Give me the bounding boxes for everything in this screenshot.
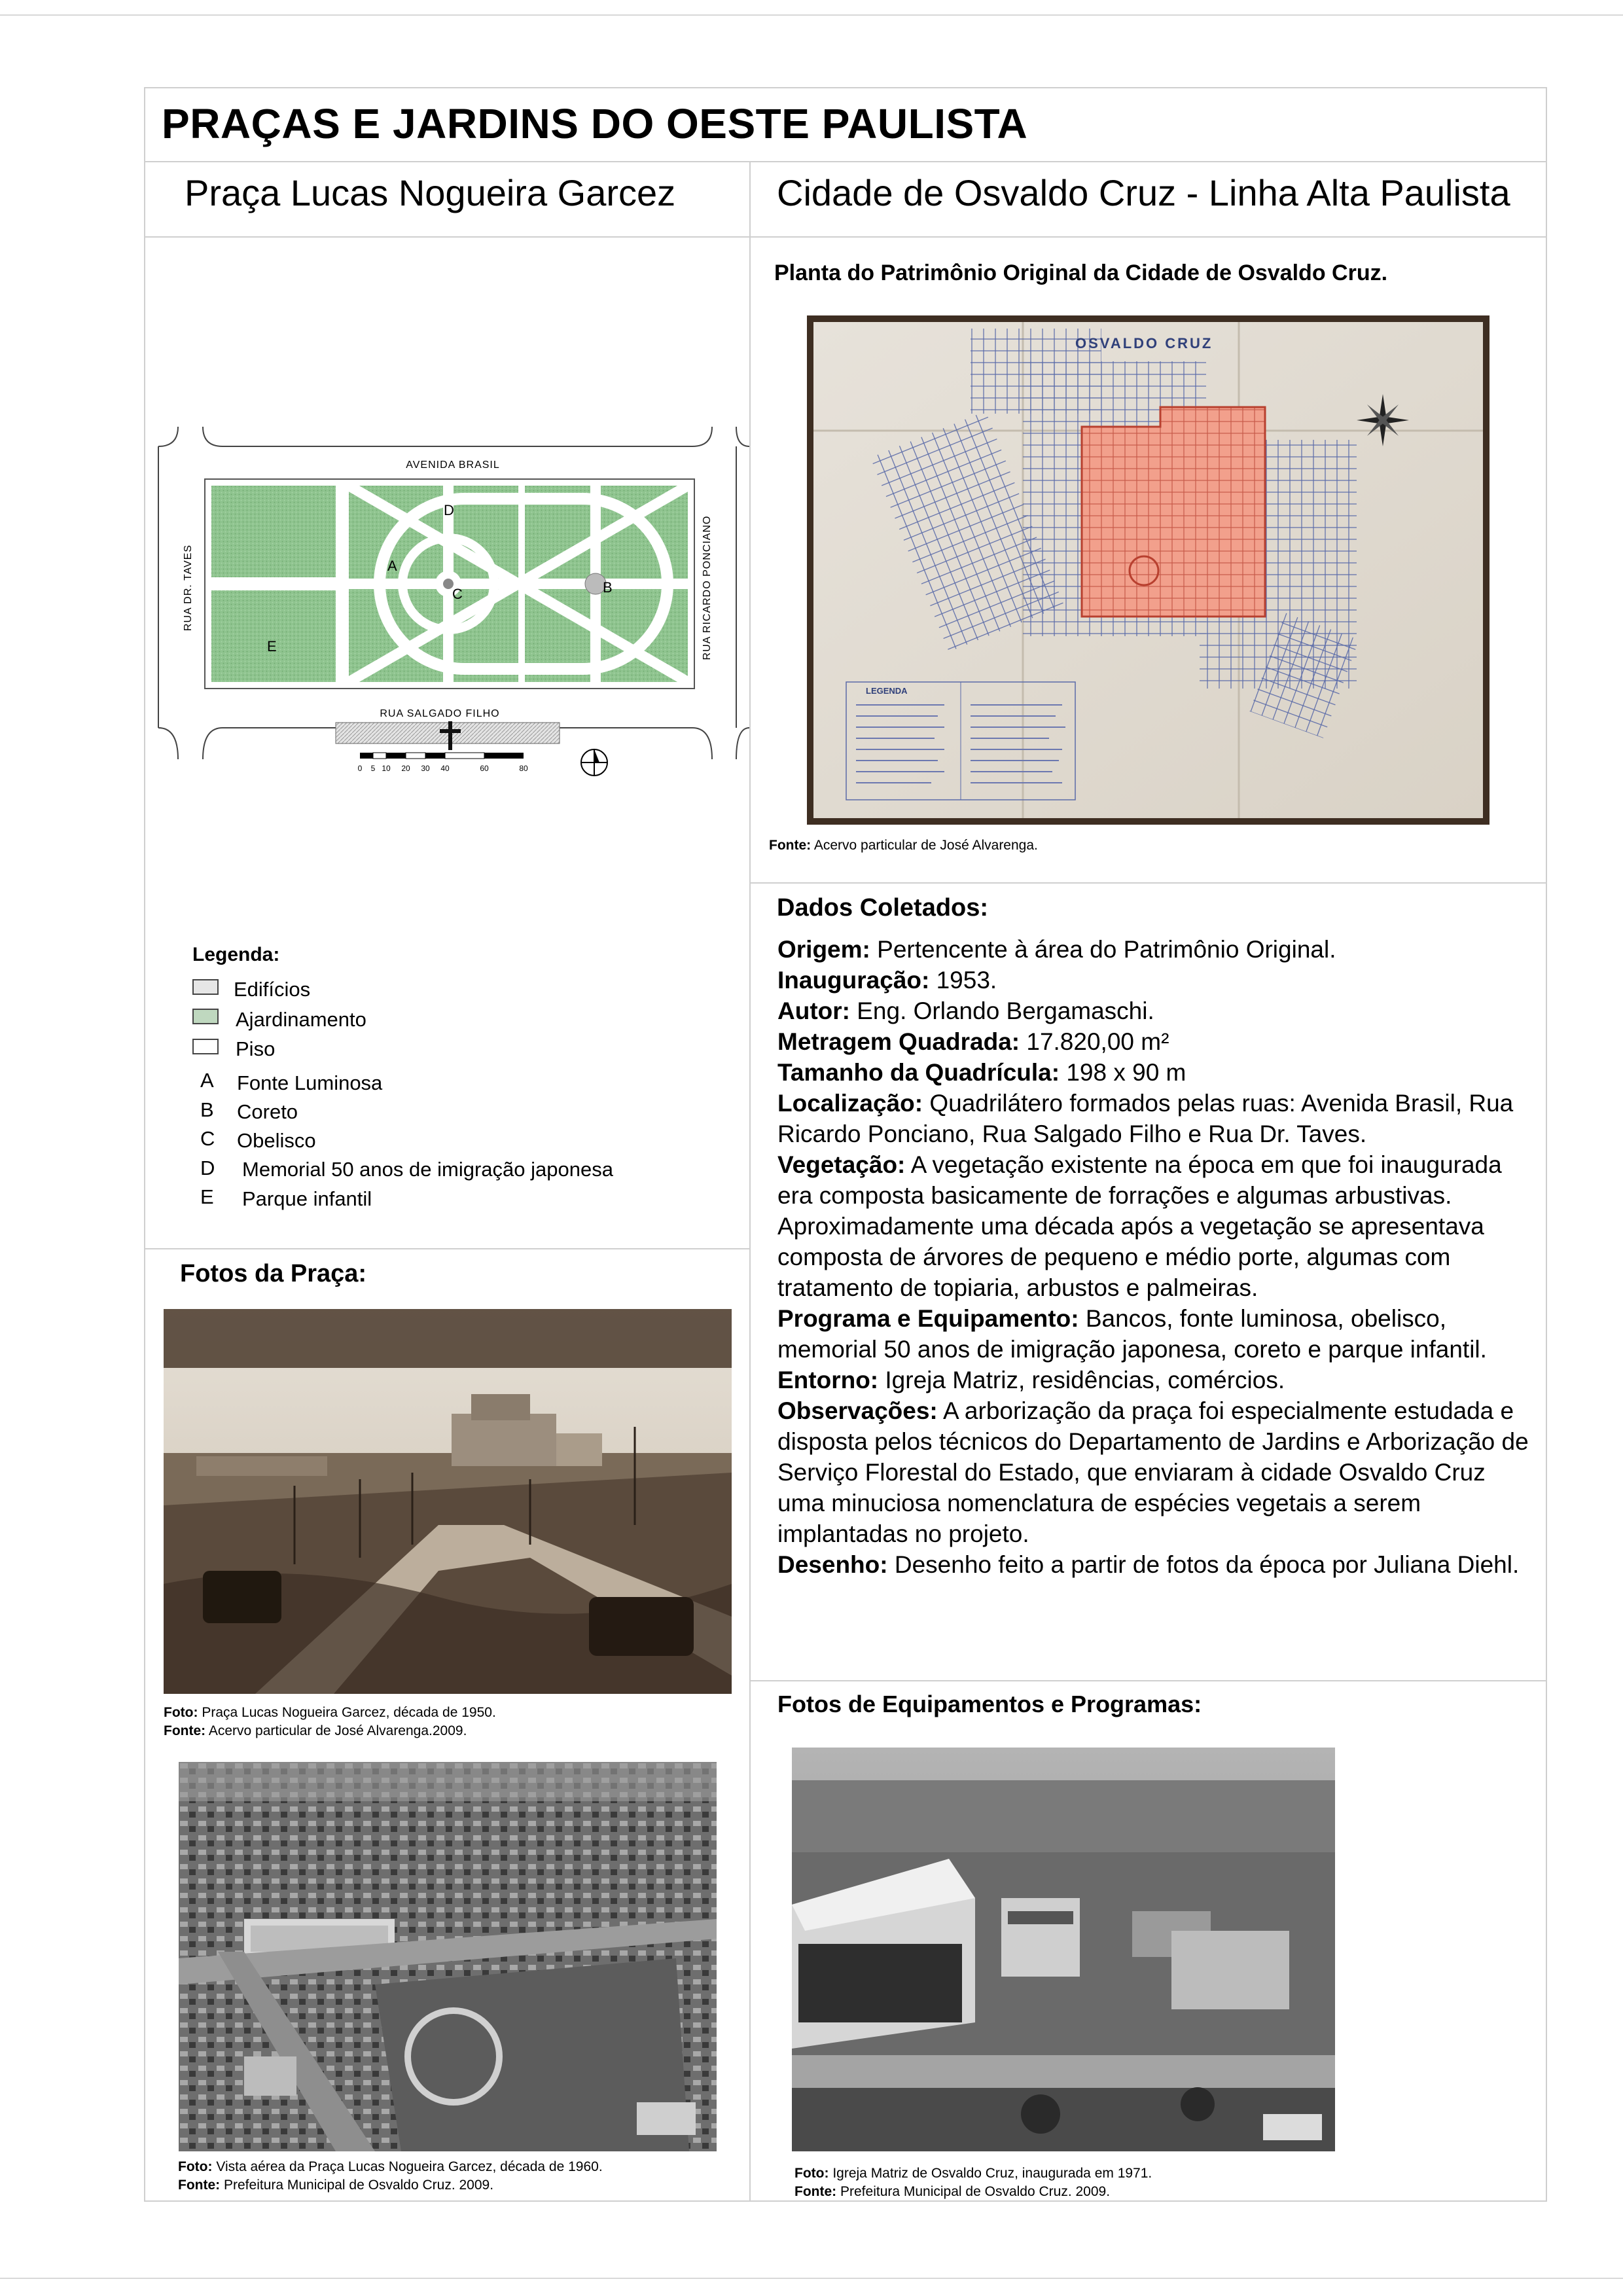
legend-title: Legenda: [192,944,280,965]
scale-label: 80 [519,764,528,773]
photo-2-caption: Foto: Vista aérea da Praça Lucas Nogueira Garcez, década de 1960. Fonte: Prefeitura Municipal de Osvaldo Cruz. 2009. [178,2159,603,2193]
data-drawing: Desenho: Desenho feito a partir de fotos da época por Juliana Diehl. [777,1551,1520,1578]
legend-key: A [200,1069,214,1092]
data-block-size: Tamanho da Quadrícula: 198 x 90 m [777,1059,1186,1086]
legend-item-gardens: Ajardinamento [236,1008,366,1031]
data-program: Programa e Equipamento: Bancos, fonte luminosa, obelisco, memorial 50 anos de imigração japonesa, coreto e parque infantil. [777,1305,1487,1363]
legend-swatch-buildings [192,979,219,995]
square-photo-1950s [164,1309,732,1694]
scale-label: 40 [440,764,450,773]
street-left-label: RUA DR. TAVES [183,544,194,632]
site-plan [144,419,749,795]
rule-map-bottom [749,882,1547,884]
church-photo-1971 [792,1748,1335,2151]
aerial-photo-1960s [179,1762,717,2151]
page-top-rule [0,14,1623,16]
scale-bar [358,753,528,773]
legend-item-buildings: Edifícios [234,978,311,1001]
rule-subtitle [144,236,1547,238]
map-title: OSVALDO CRUZ [1075,335,1213,351]
square-name: Praça Lucas Nogueira Garcez [185,172,676,213]
column-divider [749,161,751,2202]
rule-legend-bottom [144,1248,749,1249]
legend-key: E [200,1185,214,1208]
photos-heading: Fotos da Praça: [180,1260,367,1287]
data-area: Metragem Quadrada: 17.820,00 m² [777,1028,1169,1055]
scale-label: 5 [370,764,376,773]
rule-data-bottom [749,1680,1547,1681]
legend-item-bandstand: Coreto [237,1100,298,1123]
page-title: PRAÇAS E JARDINS DO OESTE PAULISTA [162,100,1028,147]
data-origin: Origem: Pertencente à área do Patrimônio Original. [777,936,1336,963]
collected-data [777,934,1537,1580]
scale-label: 60 [480,764,489,773]
street-bottom-label: RUA SALGADO FILHO [380,708,500,719]
data-surroundings: Entorno: Igreja Matriz, residências, comércios. [777,1367,1285,1393]
city-plan-map [807,315,1489,825]
data-inauguration: Inauguração: 1953. [777,967,997,994]
marker-e: E [267,638,277,655]
street-right-label: RUA RICARDO PONCIANO [702,515,713,660]
map-legend-title: LEGENDA [866,686,908,696]
scale-label: 10 [382,764,391,773]
legend-item-fountain: Fonte Luminosa [237,1071,383,1094]
marker-b: B [603,579,613,596]
legend-item-memorial: Memorial 50 anos de imigração japonesa [242,1158,613,1181]
marker-a: A [387,558,397,574]
legend-key: D [200,1157,215,1179]
north-arrow-icon [581,749,607,776]
legend-item-paving: Piso [236,1037,276,1060]
legend-swatch-gardens [192,1009,219,1024]
photo-3-caption: Foto: Igreja Matriz de Osvaldo Cruz, inaugurada em 1971. Fonte: Prefeitura Municipal de Osvaldo Cruz. 2009. [794,2166,1152,2199]
legend-key: C [200,1127,215,1150]
equipment-heading: Fotos de Equipamentos e Programas: [777,1691,1202,1717]
map-heading: Planta do Patrimônio Original da Cidade de Osvaldo Cruz. [774,260,1388,285]
data-vegetation: Vegetação: A vegetação existente na época em que foi inaugurada era composta basicamente de forrações e algumas arbustivas. Aproximadamente uma década após a vegetação se apresentava composta de árvores de pequeno e médio porte, algumas com tratamento de topiaria, arbustos e palmeiras. [777,1151,1502,1301]
scale-label: 20 [401,764,410,773]
city-name: Cidade de Osvaldo Cruz - Linha Alta Paulista [777,172,1510,213]
marker-d: D [444,502,454,518]
data-observations: Observações: A arborização da praça foi especialmente estudada e disposta pelos técnicos do Departamento de Jardins e Arborização de Serviço Florestal do Estado, que enviaram à cidade Osvaldo Cruz uma minuciosa nomenclatura de espécies vegetais a serem implantadas no projeto. [777,1397,1529,1547]
data-heading: Dados Coletados: [777,894,989,922]
marker-c: C [452,586,463,602]
data-location: Localização: Quadrilátero formados pelas ruas: Avenida Brasil, Rua Ricardo Ponciano, Rua Salgado Filho e Rua Dr. Taves. [777,1090,1514,1147]
legend-key: B [200,1098,214,1121]
scale-label: 30 [421,764,430,773]
legend-swatch-paving [192,1039,219,1054]
page-bottom-rule [0,2278,1623,2279]
scale-label: 0 [357,764,363,773]
legend-item-obelisk: Obelisco [237,1129,316,1152]
photo-1-caption: Foto: Praça Lucas Nogueira Garcez, década de 1950. Fonte: Acervo particular de José Alvarenga.2009. [164,1705,496,1738]
data-author: Autor: Eng. Orlando Bergamaschi. [777,997,1154,1024]
map-source: Fonte: Acervo particular de José Alvarenga. [769,838,1038,853]
street-top-label: AVENIDA BRASIL [406,459,500,471]
legend-item-playground: Parque infantil [242,1187,372,1210]
rule-title [144,161,1547,162]
